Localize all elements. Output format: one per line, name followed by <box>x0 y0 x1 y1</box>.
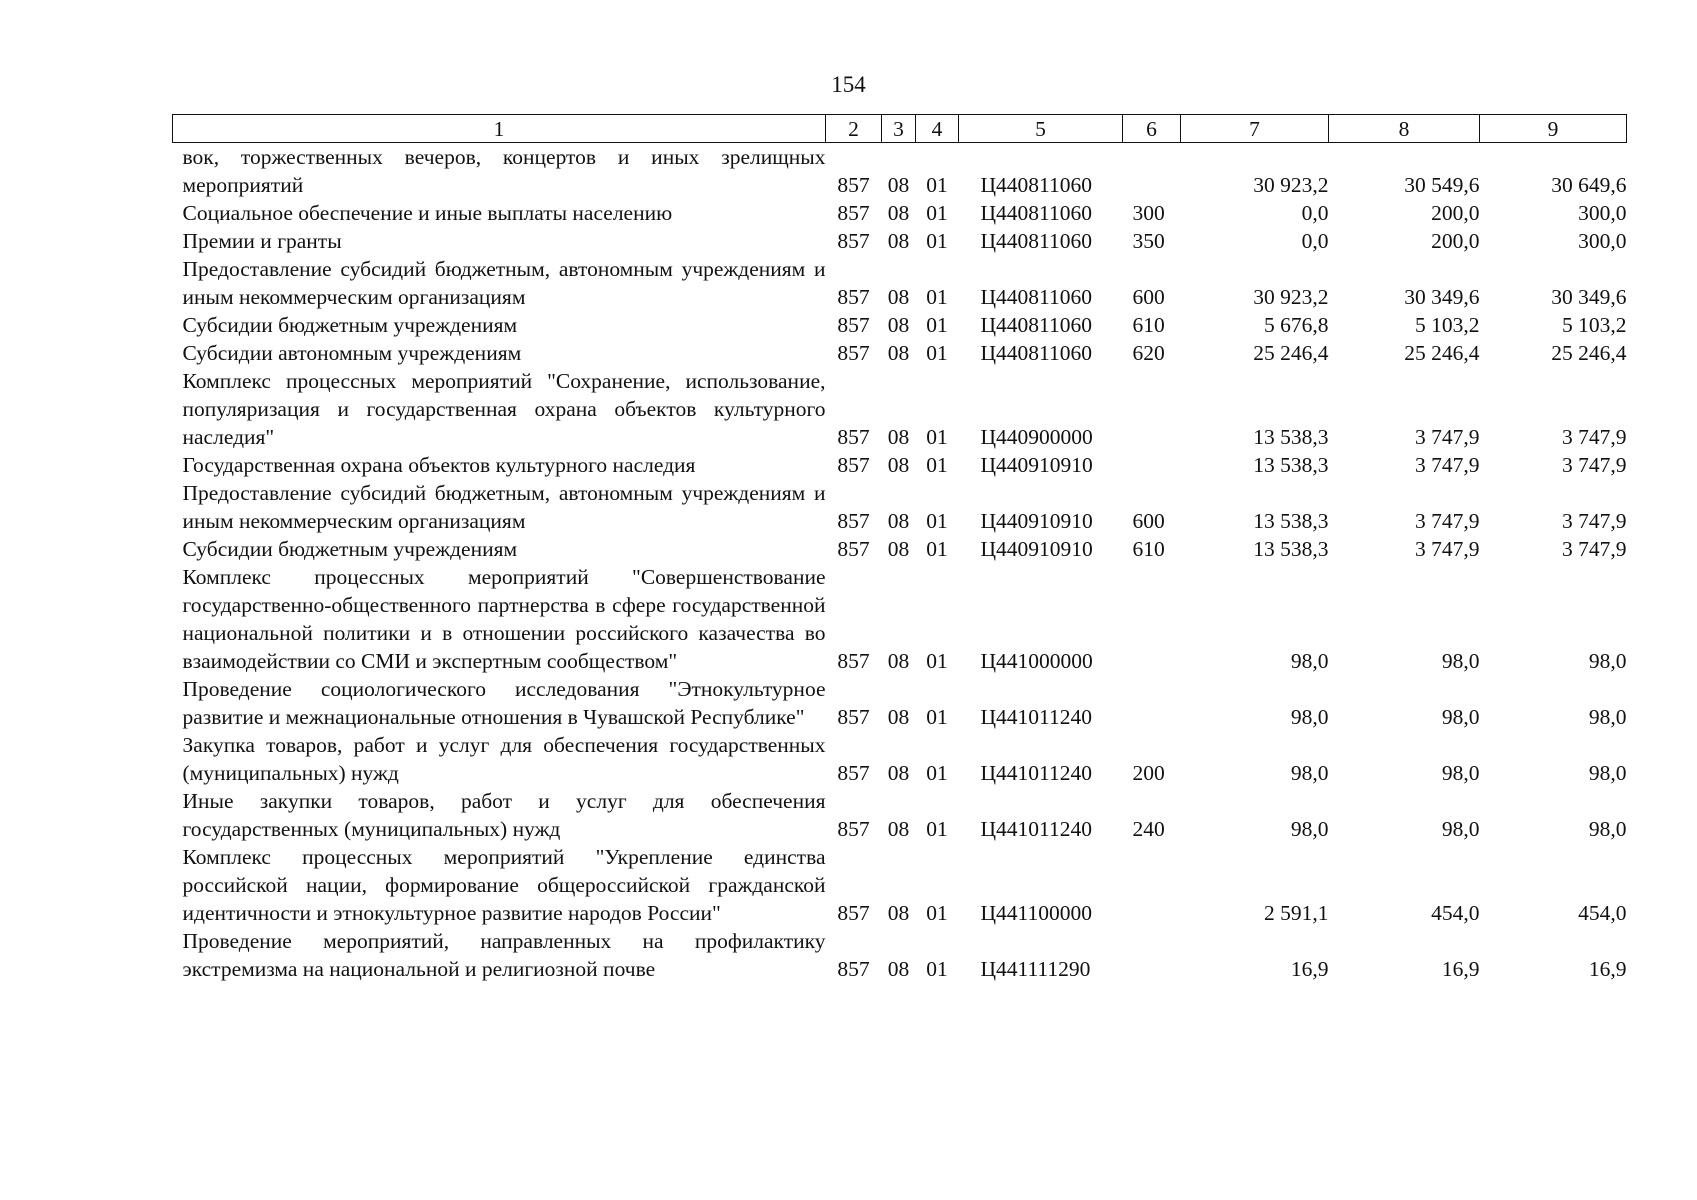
cell-amount-year-2: 98,0 <box>1441 705 1480 729</box>
cell-subsection-code: 01 <box>926 229 948 253</box>
cell-description: Премии и гранты <box>182 229 342 253</box>
cell-section-code: 08 <box>887 229 910 253</box>
cell-section-code: 08 <box>887 957 910 981</box>
cell-ministry-code: 857 <box>837 817 870 841</box>
cell-amount-year-1: 98,0 <box>1290 705 1329 729</box>
cell-amount-year-3: 454,0 <box>1578 901 1627 925</box>
cell-amount-year-2: 98,0 <box>1441 761 1480 785</box>
cell-target-article-code: Ц440811060 <box>980 341 1092 365</box>
cell-amount-year-1: 0,0 <box>1301 201 1329 225</box>
cell-amount-year-3: 5 103,2 <box>1562 313 1627 337</box>
table-row <box>173 787 1627 843</box>
cell-amount-year-2: 30 549,6 <box>1404 173 1480 197</box>
table-row <box>173 731 1627 787</box>
column-header-9: 9 <box>1480 115 1627 143</box>
cell-amount-year-1: 13 538,3 <box>1253 509 1329 533</box>
cell-amount-year-2: 16,9 <box>1441 957 1480 981</box>
cell-section-code: 08 <box>887 341 910 365</box>
cell-ministry-code: 857 <box>837 957 870 981</box>
cell-section-code: 08 <box>887 173 910 197</box>
cell-ministry-code: 857 <box>837 901 870 925</box>
cell-amount-year-1: 13 538,3 <box>1253 537 1329 561</box>
cell-subsection-code: 01 <box>926 817 948 841</box>
cell-amount-year-2: 5 103,2 <box>1415 313 1480 337</box>
cell-expense-type-code: 240 <box>1132 817 1165 841</box>
cell-target-article-code: Ц441100000 <box>980 901 1092 925</box>
cell-ministry-code: 857 <box>837 173 870 197</box>
cell-amount-year-1: 2 591,1 <box>1264 901 1329 925</box>
cell-description: Закупка товаров, работ и услуг для обеспечения государственных (муниципальных) нужд <box>182 733 826 785</box>
column-header-8: 8 <box>1329 115 1480 143</box>
cell-target-article-code: Ц440811060 <box>980 201 1092 225</box>
cell-ministry-code: 857 <box>837 425 870 449</box>
cell-section-code: 08 <box>887 649 910 673</box>
cell-expense-type-code <box>1123 843 1181 927</box>
cell-amount-year-2: 3 747,9 <box>1415 425 1480 449</box>
cell-target-article-code: Ц441000000 <box>980 649 1093 673</box>
cell-subsection-code: 01 <box>926 425 948 449</box>
cell-target-article-code: Ц440811060 <box>980 173 1092 197</box>
cell-amount-year-2: 200,0 <box>1431 201 1480 225</box>
cell-description: Субсидии бюджетным учреждениям <box>182 537 518 561</box>
table-row <box>173 367 1627 451</box>
cell-target-article-code: Ц440910910 <box>980 453 1093 477</box>
cell-amount-year-1: 98,0 <box>1290 649 1329 673</box>
cell-subsection-code: 01 <box>926 537 948 561</box>
cell-expense-type-code <box>1123 451 1181 479</box>
cell-amount-year-2: 200,0 <box>1431 229 1480 253</box>
cell-description: Социальное обеспечение и иные выплаты населению <box>182 201 673 225</box>
table-row <box>173 227 1627 255</box>
cell-subsection-code: 01 <box>926 173 948 197</box>
cell-subsection-code: 01 <box>926 957 948 981</box>
cell-ministry-code: 857 <box>837 705 870 729</box>
cell-amount-year-1: 16,9 <box>1290 957 1329 981</box>
cell-section-code: 08 <box>887 313 910 337</box>
table-row <box>173 563 1627 675</box>
cell-amount-year-3: 30 649,6 <box>1551 173 1627 197</box>
cell-ministry-code: 857 <box>837 201 870 225</box>
cell-amount-year-3: 3 747,9 <box>1562 425 1627 449</box>
cell-amount-year-1: 30 923,2 <box>1253 173 1329 197</box>
cell-expense-type-code: 350 <box>1132 229 1165 253</box>
table-row <box>173 339 1627 367</box>
cell-amount-year-1: 98,0 <box>1290 817 1329 841</box>
cell-amount-year-3: 98,0 <box>1588 649 1627 673</box>
cell-expense-type-code: 600 <box>1132 509 1165 533</box>
cell-ministry-code: 857 <box>837 509 870 533</box>
cell-target-article-code: Ц440910910 <box>980 509 1093 533</box>
cell-amount-year-3: 30 349,6 <box>1551 285 1627 309</box>
cell-section-code: 08 <box>887 817 910 841</box>
cell-expense-type-code <box>1123 563 1181 675</box>
cell-description: Комплекс процессных мероприятий "Укрепление единства российской нации, формирование общероссийской гражданской идентичности и этнокультурное развитие народов России" <box>182 845 826 925</box>
cell-expense-type-code: 200 <box>1132 761 1165 785</box>
cell-description: Проведение социологического исследования "Этнокультурное развитие и межнациональные отношения в Чувашской Республике" <box>182 677 826 729</box>
cell-subsection-code: 01 <box>926 453 948 477</box>
cell-subsection-code: 01 <box>926 341 948 365</box>
table-row <box>173 675 1627 731</box>
page-number: 154 <box>831 72 866 97</box>
table-row <box>173 255 1627 311</box>
cell-amount-year-3: 25 246,4 <box>1551 341 1627 365</box>
cell-expense-type-code <box>1123 367 1181 451</box>
cell-expense-type-code <box>1123 675 1181 731</box>
cell-amount-year-2: 98,0 <box>1441 817 1480 841</box>
cell-target-article-code: Ц440811060 <box>980 229 1092 253</box>
cell-expense-type-code <box>1123 927 1181 983</box>
cell-amount-year-1: 98,0 <box>1290 761 1329 785</box>
cell-amount-year-3: 3 747,9 <box>1562 537 1627 561</box>
table-row <box>173 143 1627 200</box>
cell-amount-year-2: 25 246,4 <box>1404 341 1480 365</box>
cell-description: Иные закупки товаров, работ и услуг для обеспечения государственных (муниципальных) нужд <box>182 789 826 841</box>
cell-ministry-code: 857 <box>837 761 870 785</box>
column-header-2: 2 <box>826 115 882 143</box>
cell-ministry-code: 857 <box>837 649 870 673</box>
cell-amount-year-2: 3 747,9 <box>1415 453 1480 477</box>
cell-amount-year-3: 98,0 <box>1588 817 1627 841</box>
cell-target-article-code: Ц440910910 <box>980 537 1093 561</box>
cell-section-code: 08 <box>887 901 910 925</box>
cell-description: Субсидии автономным учреждениям <box>182 341 522 365</box>
cell-subsection-code: 01 <box>926 509 948 533</box>
column-header-5: 5 <box>959 115 1123 143</box>
table-row <box>173 535 1627 563</box>
column-header-4: 4 <box>916 115 959 143</box>
cell-section-code: 08 <box>887 537 910 561</box>
table-row <box>173 927 1627 983</box>
cell-description: вок, торжественных вечеров, концертов и иных зрелищных мероприятий <box>182 145 826 197</box>
column-header-6: 6 <box>1123 115 1181 143</box>
cell-target-article-code: Ц441011240 <box>980 817 1092 841</box>
table-row <box>173 451 1627 479</box>
cell-amount-year-2: 3 747,9 <box>1415 537 1480 561</box>
cell-section-code: 08 <box>887 761 910 785</box>
cell-target-article-code: Ц440811060 <box>980 313 1092 337</box>
cell-amount-year-3: 3 747,9 <box>1562 453 1627 477</box>
cell-target-article-code: Ц441111290 <box>980 957 1091 981</box>
budget-table <box>172 114 1627 983</box>
table-row <box>173 311 1627 339</box>
cell-description: Комплекс процессных мероприятий "Сохранение, использование, популяризация и государственная охрана объектов культурного наследия" <box>182 369 826 449</box>
column-header-7: 7 <box>1181 115 1329 143</box>
cell-amount-year-3: 3 747,9 <box>1562 509 1627 533</box>
cell-target-article-code: Ц440900000 <box>980 425 1093 449</box>
cell-subsection-code: 01 <box>926 201 948 225</box>
cell-ministry-code: 857 <box>837 229 870 253</box>
cell-expense-type-code: 600 <box>1132 285 1165 309</box>
cell-section-code: 08 <box>887 453 910 477</box>
cell-expense-type-code: 610 <box>1132 537 1165 561</box>
cell-description: Субсидии бюджетным учреждениям <box>182 313 518 337</box>
cell-ministry-code: 857 <box>837 537 870 561</box>
cell-subsection-code: 01 <box>926 761 948 785</box>
cell-ministry-code: 857 <box>837 341 870 365</box>
cell-amount-year-2: 454,0 <box>1431 901 1480 925</box>
cell-target-article-code: Ц441011240 <box>980 705 1092 729</box>
cell-description: Предоставление субсидий бюджетным, автономным учреждениям и иным некоммерческим организациям <box>182 481 826 533</box>
cell-section-code: 08 <box>887 705 910 729</box>
cell-amount-year-1: 13 538,3 <box>1253 425 1329 449</box>
cell-ministry-code: 857 <box>837 313 870 337</box>
column-number-row <box>173 115 1627 143</box>
cell-description: Проведение мероприятий, направленных на профилактику экстремизма на национальной и религиозной почве <box>182 929 826 981</box>
cell-amount-year-3: 16,9 <box>1588 957 1627 981</box>
cell-description: Предоставление субсидий бюджетным, автономным учреждениям и иным некоммерческим организациям <box>182 257 826 309</box>
table-row <box>173 479 1627 535</box>
cell-ministry-code: 857 <box>837 453 870 477</box>
cell-target-article-code: Ц440811060 <box>980 285 1092 309</box>
cell-amount-year-3: 300,0 <box>1578 201 1627 225</box>
cell-target-article-code: Ц441011240 <box>980 761 1092 785</box>
table-row <box>173 843 1627 927</box>
cell-amount-year-2: 98,0 <box>1441 649 1480 673</box>
table-row <box>173 199 1627 227</box>
cell-amount-year-1: 30 923,2 <box>1253 285 1329 309</box>
table-body <box>173 143 1627 984</box>
cell-ministry-code: 857 <box>837 285 870 309</box>
cell-expense-type-code: 300 <box>1132 201 1165 225</box>
cell-amount-year-3: 98,0 <box>1588 761 1627 785</box>
cell-amount-year-1: 25 246,4 <box>1253 341 1329 365</box>
cell-amount-year-2: 30 349,6 <box>1404 285 1480 309</box>
cell-amount-year-3: 98,0 <box>1588 705 1627 729</box>
cell-subsection-code: 01 <box>926 313 948 337</box>
cell-subsection-code: 01 <box>926 649 948 673</box>
cell-section-code: 08 <box>887 285 910 309</box>
cell-amount-year-1: 13 538,3 <box>1253 453 1329 477</box>
cell-subsection-code: 01 <box>926 901 948 925</box>
cell-subsection-code: 01 <box>926 705 948 729</box>
cell-description: Государственная охрана объектов культурного наследия <box>182 453 696 477</box>
cell-description: Комплекс процессных мероприятий "Совершенствование государственно-общественного партнерства в сфере государственной национальной политики и в отношении российского казачества во взаимодействии со СМИ и экспертным сообществом" <box>182 565 826 673</box>
cell-expense-type-code: 620 <box>1132 341 1165 365</box>
cell-section-code: 08 <box>887 201 910 225</box>
cell-subsection-code: 01 <box>926 285 948 309</box>
column-header-3: 3 <box>882 115 916 143</box>
cell-section-code: 08 <box>887 509 910 533</box>
column-header-1: 1 <box>173 115 826 143</box>
cell-expense-type-code: 610 <box>1132 313 1165 337</box>
cell-amount-year-1: 0,0 <box>1301 229 1329 253</box>
cell-section-code: 08 <box>887 425 910 449</box>
cell-expense-type-code <box>1123 143 1181 200</box>
cell-amount-year-3: 300,0 <box>1578 229 1627 253</box>
cell-amount-year-2: 3 747,9 <box>1415 509 1480 533</box>
cell-amount-year-1: 5 676,8 <box>1264 313 1329 337</box>
